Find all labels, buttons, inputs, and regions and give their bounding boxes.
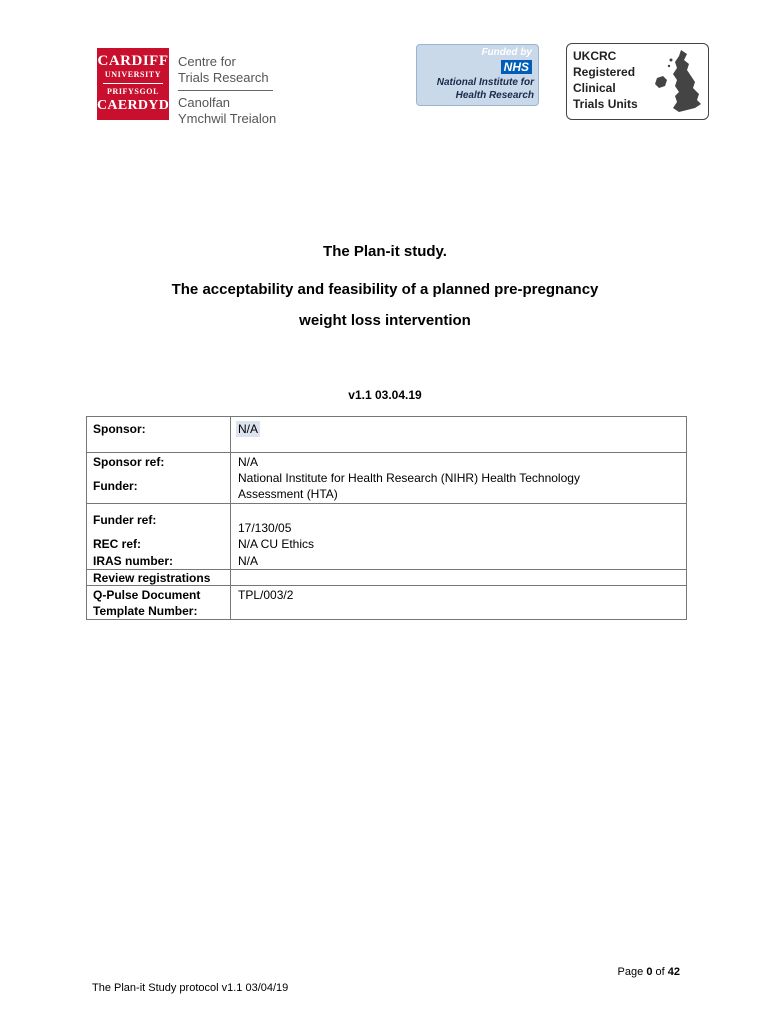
qpulse-value: TPL/003/2 [238, 588, 294, 602]
page-title: The Plan-it study. [323, 243, 447, 260]
rec-ref-value: N/A CU Ethics [238, 537, 315, 551]
table-column-divider [230, 417, 231, 619]
nihr-name-line-1: National Institute for [436, 77, 534, 88]
rec-ref-label: REC ref: [93, 537, 142, 551]
funder-value-line-2: Assessment (HTA) [238, 487, 338, 501]
unit-name-cy-line-2: Ymchwil Treialon [178, 111, 277, 126]
cardiff-university-logo [97, 48, 180, 120]
sponsor-ref-label: Sponsor ref: [93, 455, 165, 469]
ukcrc-text [573, 48, 638, 112]
study-info-table [86, 416, 687, 620]
nhs-badge: NHS [501, 60, 532, 74]
sponsor-ref-value: N/A [238, 455, 259, 469]
table-row-divider [87, 452, 686, 453]
cardiff-crest-line-2: UNIVERSITY [104, 70, 162, 79]
unit-name-cy-line-1: Canolfan [178, 95, 231, 110]
ukcrc-line-4: Trials Units [573, 97, 638, 111]
subtitle-line-1: The acceptability and feasibility of a planned pre-pregnancy [171, 281, 599, 298]
funder-label: Funder: [93, 479, 138, 493]
funder-ref-value: 17/130/05 [238, 521, 292, 535]
unit-name-divider [178, 90, 273, 91]
nihr-name [437, 76, 534, 102]
page-number [618, 966, 680, 978]
funded-by-text: Funded by [481, 47, 532, 58]
cardiff-crest-line-1: CARDIFF [97, 53, 169, 69]
subtitle-line-2: weight loss intervention [299, 312, 471, 329]
unit-name-en-line-2: Trials Research [178, 70, 269, 85]
iras-number-value: N/A [238, 554, 259, 568]
cardiff-crest-line-3: PRIFYSGOL [106, 87, 160, 96]
uk-map-icon [651, 48, 705, 114]
cardiff-crest-line-4: CAERDYDD [97, 98, 180, 113]
unit-name-en-line-1: Centre for [178, 54, 236, 69]
iras-number-label: IRAS number: [93, 554, 174, 568]
page-total: 42 [667, 966, 680, 978]
page-prefix: Page [617, 966, 644, 978]
sponsor-value: N/A [238, 422, 259, 436]
qpulse-label-line-2: Template Number: [93, 604, 198, 618]
ukcrc-line-1: UKCRC [573, 49, 617, 63]
nihr-funded-logo [416, 44, 539, 106]
ukcrc-line-2: Registered [573, 65, 636, 79]
page-of: of [655, 966, 665, 978]
funder-value-line-1: National Institute for Health Research (NIHR) Health Technology [238, 471, 580, 485]
ukcrc-logo [566, 43, 709, 120]
page-current: 0 [646, 966, 653, 978]
review-registrations-label: Review registrations [93, 571, 211, 585]
table-row-divider [87, 503, 686, 504]
ukcrc-line-3: Clinical [573, 81, 616, 95]
footer-document-reference: The Plan-it Study protocol v1.1 03/04/19 [92, 982, 289, 994]
version-label: v1.1 03.04.19 [348, 388, 422, 402]
sponsor-label: Sponsor: [93, 422, 146, 436]
qpulse-label-line-1: Q-Pulse Document [93, 588, 201, 602]
funder-ref-label: Funder ref: [93, 513, 157, 527]
cardiff-crest-divider [103, 83, 163, 84]
nihr-name-line-2: Health Research [455, 90, 534, 101]
centre-for-trials-research-name [178, 54, 276, 127]
